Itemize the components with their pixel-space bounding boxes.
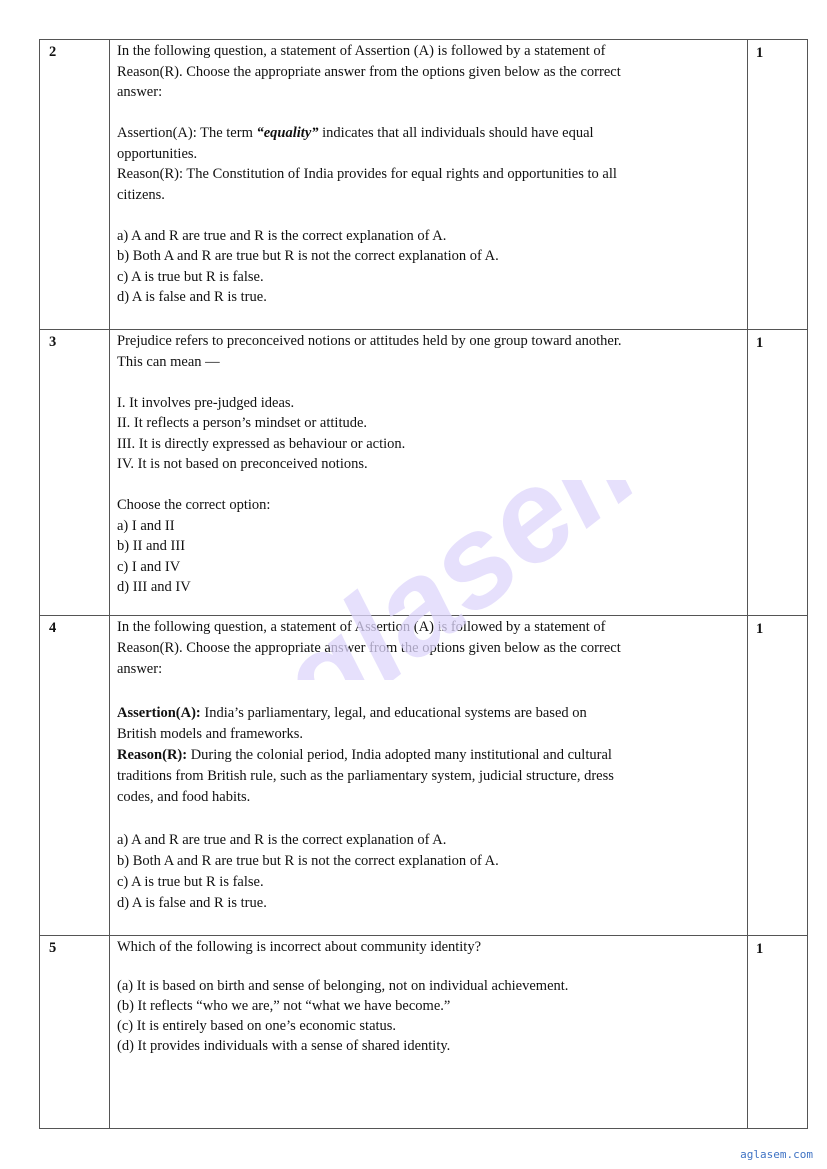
- intro-line: answer:: [117, 661, 163, 677]
- reason-label: Reason(R):: [117, 747, 188, 763]
- intro-line: In the following question, a statement of Assertion (A) is followed by a statement of: [117, 43, 606, 59]
- spacer: [117, 205, 741, 226]
- reason-line: codes, and food habits.: [117, 789, 251, 805]
- assertion-line: opportunities.: [117, 145, 198, 162]
- statement-line: III. It is directly expressed as behaviour or action.: [117, 435, 406, 452]
- marks-value: 1: [756, 941, 764, 957]
- question-number: 4: [49, 620, 57, 636]
- option-b: b) Both A and R are true but R is not the correct explanation of A.: [117, 248, 499, 264]
- reason-line: traditions from British rule, such as the parliamentary system, judicial structure, dress: [117, 768, 614, 784]
- question-number: 5: [49, 940, 57, 956]
- reason-line: Reason(R): The Constitution of India provides for equal rights and opportunities to all: [117, 166, 617, 182]
- option-b: b) Both A and R are true but R is not the correct explanation of A.: [117, 853, 499, 869]
- spacer: [117, 808, 741, 830]
- option-d: d) A is false and R is true.: [117, 895, 267, 911]
- option-a: a) A and R are true and R is the correct explanation of A.: [117, 832, 447, 848]
- spacer: [117, 680, 741, 703]
- intro-line: Reason(R). Choose the appropriate answer from the options given below as the correct: [117, 640, 621, 656]
- assertion-text: The term: [196, 125, 257, 141]
- option-d: (d) It provides individuals with a sense of shared identity.: [117, 1038, 451, 1054]
- assertion-term: “equality”: [256, 125, 319, 141]
- question-number: 3: [49, 334, 57, 350]
- assertion-line: British models and frameworks.: [117, 726, 304, 742]
- option-c: c) I and IV: [117, 558, 181, 575]
- assertion-text: India’s parliamentary, legal, and educational systems are based on: [200, 705, 587, 721]
- marks-cell: [748, 40, 808, 330]
- question-number-cell: [40, 936, 110, 1129]
- question-number: 2: [49, 44, 57, 60]
- statement-line: II. It reflects a person’s mindset or attitude.: [117, 415, 368, 431]
- assertion-text: indicates that all individuals should have equal: [318, 125, 594, 141]
- intro-line: Prejudice refers to preconceived notions or attitudes held by one group toward another.: [117, 333, 622, 349]
- choose-prompt: Choose the correct option:: [117, 497, 271, 513]
- option-b: b) II and III: [117, 538, 186, 554]
- marks-cell: [748, 616, 808, 936]
- option-a: (a) It is based on birth and sense of belonging, not on individual achievement.: [117, 978, 569, 994]
- assertion-label: Assertion(A):: [117, 125, 197, 141]
- assertion-line: [117, 123, 741, 144]
- marks-cell: [748, 330, 808, 616]
- marks-value: 1: [756, 335, 764, 351]
- marks-value: 1: [756, 621, 764, 637]
- question-body: [110, 40, 748, 330]
- question-body: [110, 330, 748, 616]
- question-row: [40, 40, 808, 330]
- question-number-cell: [40, 330, 110, 616]
- assertion-label: Assertion(A):: [117, 705, 201, 721]
- option-a: a) A and R are true and R is the correct explanation of A.: [117, 227, 447, 244]
- spacer: [117, 475, 741, 496]
- marks-value: 1: [756, 45, 764, 61]
- option-c: c) A is true but R is false.: [117, 874, 264, 890]
- option-d: d) III and IV: [117, 579, 191, 595]
- spacer: [117, 372, 741, 393]
- statement-line: I. It involves pre-judged ideas.: [117, 394, 295, 411]
- option-a: a) I and II: [117, 517, 175, 534]
- intro-line: Reason(R). Choose the appropriate answer from the options given below as the correct: [117, 63, 621, 80]
- question-number-cell: [40, 616, 110, 936]
- marks-cell: [748, 936, 808, 1129]
- intro-line: answer:: [117, 84, 163, 100]
- reason-text: During the colonial period, India adopted many institutional and cultural: [187, 747, 612, 763]
- intro-line: In the following question, a statement of Assertion (A) is followed by a statement of: [117, 619, 606, 635]
- reason-line: citizens.: [117, 186, 165, 203]
- option-d: d) A is false and R is true.: [117, 289, 267, 305]
- footer-link[interactable]: aglasem.com: [740, 1148, 813, 1161]
- question-row: [40, 616, 808, 936]
- option-c: (c) It is entirely based on one’s economic status.: [117, 1018, 397, 1034]
- question-body: [110, 616, 748, 936]
- reason-line: [117, 745, 741, 766]
- statement-line: IV. It is not based on preconceived notions.: [117, 456, 368, 472]
- question-text: Which of the following is incorrect about community identity?: [117, 939, 482, 955]
- intro-line: This can mean —: [117, 353, 220, 370]
- option-c: c) A is true but R is false.: [117, 268, 264, 285]
- question-row: [40, 936, 808, 1129]
- question-body: [110, 936, 748, 1129]
- spacer: [117, 103, 741, 124]
- question-row: [40, 330, 808, 616]
- option-b: (b) It reflects “who we are,” not “what we have become.”: [117, 998, 451, 1014]
- question-table: [39, 39, 808, 1129]
- question-number-cell: [40, 40, 110, 330]
- assertion-line: [117, 703, 741, 724]
- spacer: [117, 957, 741, 976]
